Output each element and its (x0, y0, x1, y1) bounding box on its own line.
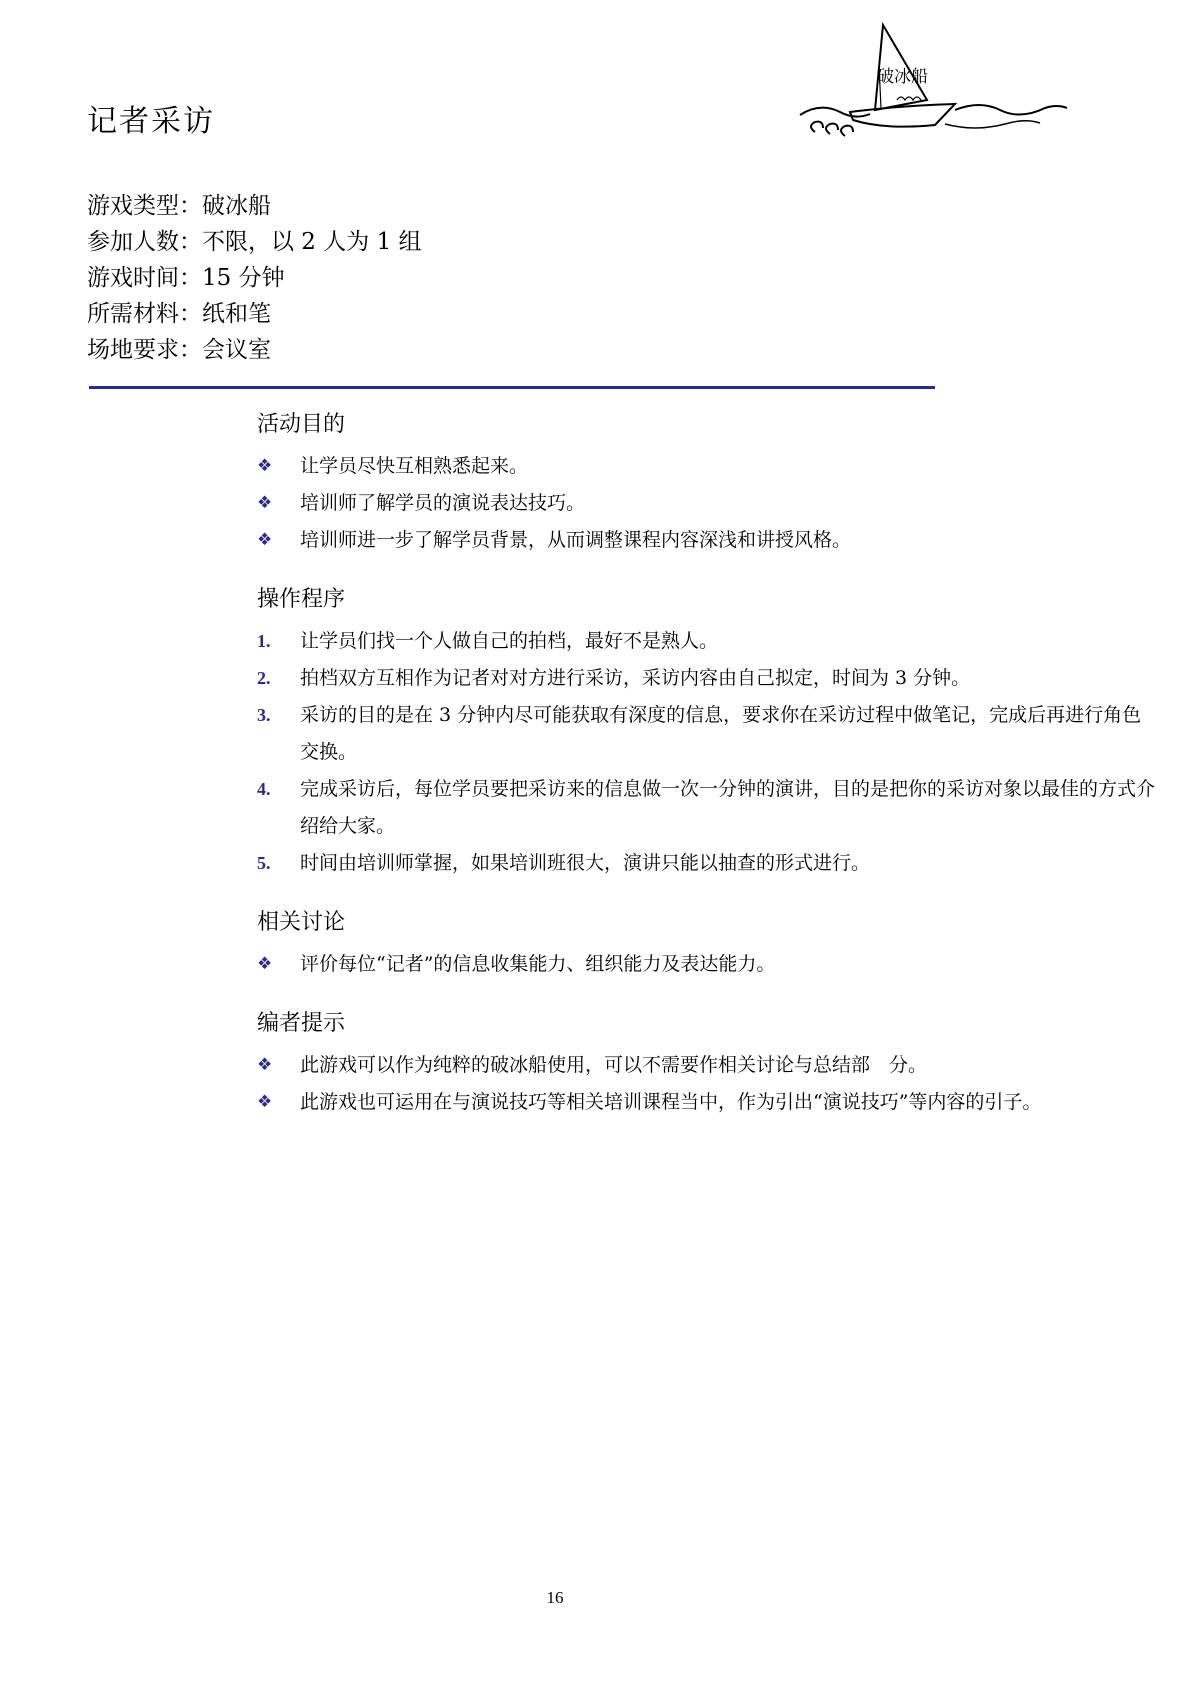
notes-section (257, 1007, 1157, 1121)
materials: 所需材料：纸和笔 (87, 301, 271, 327)
objectives-list (257, 448, 1157, 559)
list-item (257, 845, 1157, 882)
item-text: 让学员们找一个人做自己的拍档，最好不是熟人。 (300, 630, 719, 652)
list-item (257, 448, 1157, 485)
step-number: 3. (257, 705, 271, 725)
page-title: 记者采访 (87, 104, 215, 139)
item-text: 让学员尽快互相熟悉起来。 (300, 455, 529, 477)
list-item (257, 522, 1157, 559)
item-text: 培训师了解学员的演说表达技巧。 (300, 492, 586, 514)
procedure-title: 操作程序 (257, 587, 346, 612)
diamond-bullet-icon: ❖ (257, 1092, 273, 1112)
diamond-bullet-icon: ❖ (257, 954, 273, 974)
game-type: 游戏类型：破冰船 (87, 193, 271, 219)
item-text: 培训师进一步了解学员背景，从而调整课程内容深浅和讲授风格。 (300, 529, 852, 551)
list-item (257, 1084, 1157, 1121)
step-number: 2. (257, 668, 271, 688)
game-duration: 游戏时间：15 分钟 (87, 265, 285, 291)
item-text: 评价每位“记者”的信息收集能力、组织能力及表达能力。 (300, 953, 776, 975)
venue: 场地要求：会议室 (87, 337, 271, 363)
discussion-title: 相关讨论 (257, 910, 346, 935)
page-number: 16 (546, 1588, 564, 1607)
list-item (257, 946, 1157, 983)
item-text: 采访的目的是在 3 分钟内尽可能获取有深度的信息，要求你在采访过程中做笔记，完成后再进行角色交换。 (300, 704, 1142, 763)
list-item (257, 623, 1157, 660)
section-divider (89, 386, 935, 389)
discussion-section (257, 906, 1157, 983)
game-info-list (87, 188, 422, 368)
diamond-bullet-icon: ❖ (257, 456, 273, 476)
list-item (257, 660, 1157, 697)
diamond-bullet-icon: ❖ (257, 530, 273, 550)
item-text: 时间由培训师掌握，如果培训班很大，演讲只能以抽查的形式进行。 (300, 852, 871, 874)
item-text: 完成采访后，每位学员要把采访来的信息做一次一分钟的演讲，目的是把你的采访对象以最佳的方式介绍给大家。 (300, 778, 1156, 837)
list-item (257, 697, 1157, 771)
procedure-list (257, 623, 1157, 882)
step-number: 1. (257, 631, 271, 651)
item-text: 此游戏可以作为纯粹的破冰船使用，可以不需要作相关讨论与总结部 分。 (300, 1054, 928, 1076)
notes-title: 编者提示 (257, 1011, 346, 1036)
list-item (257, 1047, 1157, 1084)
list-item (257, 771, 1157, 845)
objectives-title: 活动目的 (257, 412, 346, 437)
discussion-list (257, 946, 1157, 983)
step-number: 5. (257, 853, 271, 873)
notes-list (257, 1047, 1157, 1121)
diamond-bullet-icon: ❖ (257, 1055, 273, 1075)
list-item (257, 485, 1157, 522)
objectives-section (257, 408, 1157, 559)
logo-label: 破冰船 (877, 67, 928, 87)
item-text: 此游戏也可运用在与演说技巧等相关培训课程当中，作为引出“演说技巧”等内容的引子。 (300, 1091, 1042, 1113)
main-content (257, 408, 1157, 1145)
item-text: 拍档双方互相作为记者对对方进行采访，采访内容由自己拟定，时间为 3 分钟。 (300, 667, 971, 689)
icebreaker-ship-logo (795, 20, 1075, 150)
step-number: 4. (257, 779, 271, 799)
procedure-section (257, 583, 1157, 882)
diamond-bullet-icon: ❖ (257, 493, 273, 513)
participants: 参加人数：不限，以 2 人为 1 组 (87, 229, 422, 255)
